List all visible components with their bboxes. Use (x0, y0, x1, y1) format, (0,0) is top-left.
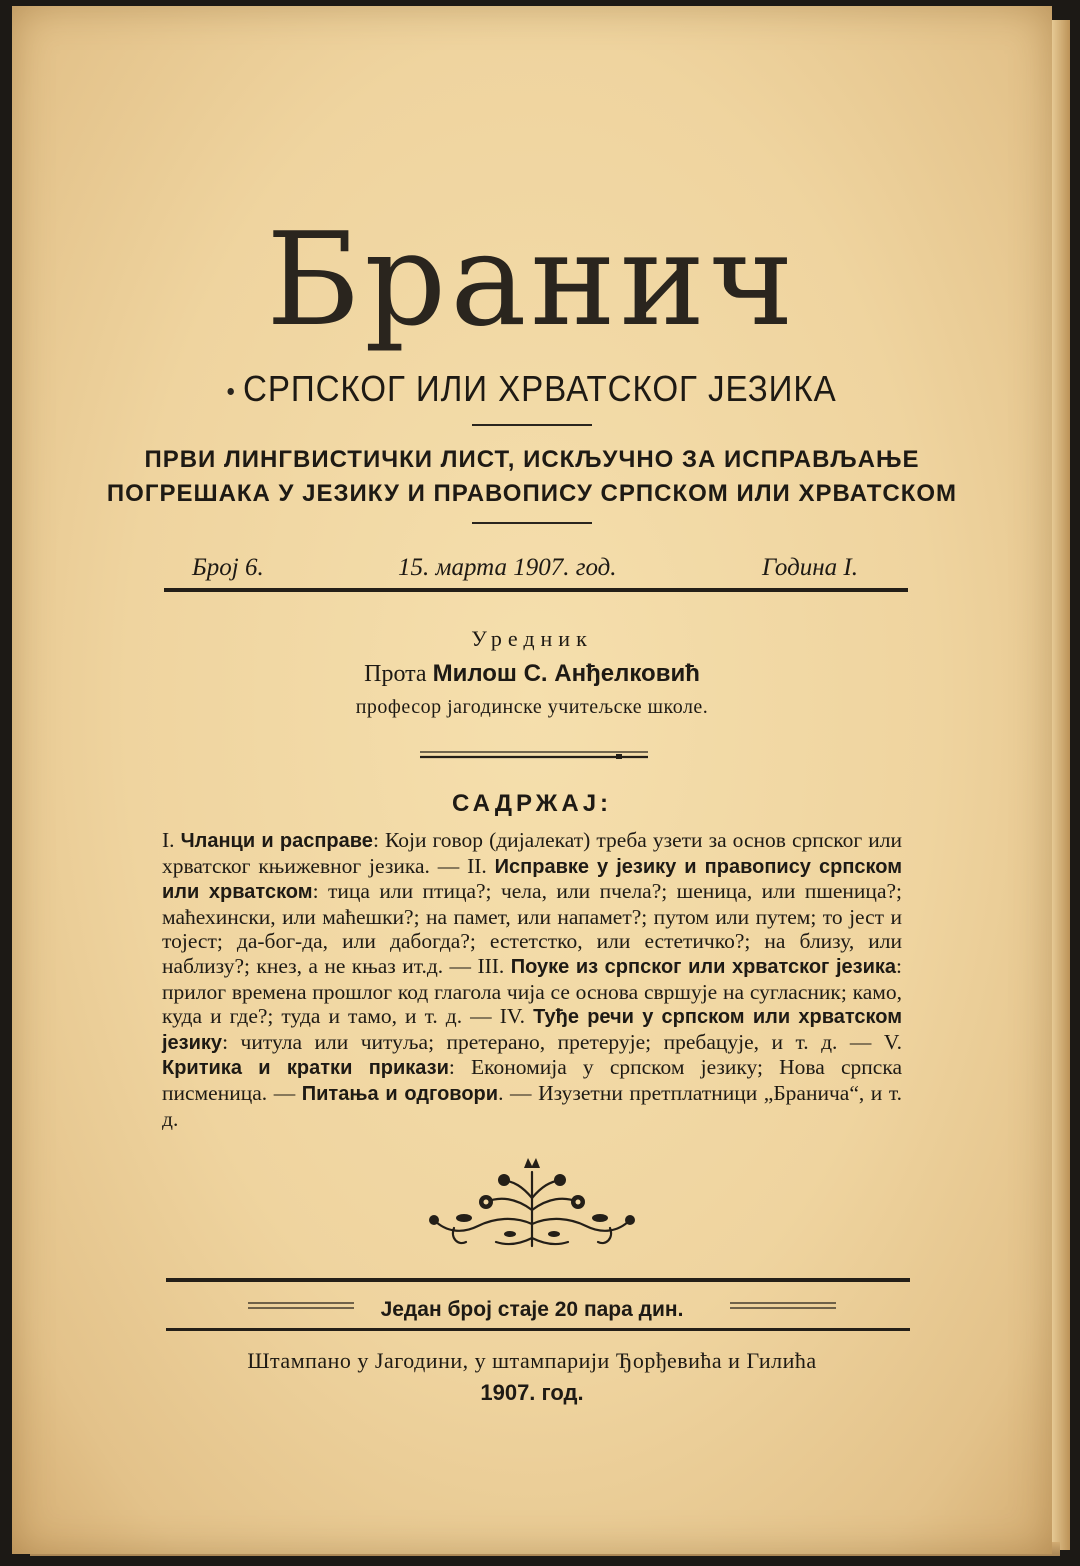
issue-info-row (192, 554, 882, 588)
editor-name-line (12, 660, 1052, 688)
bullet-dot (227, 388, 233, 395)
printer-line: Штампано у Јагодини, у штампарији Ђорђевића и Гилића (247, 1348, 817, 1373)
contents-paragraph (162, 828, 902, 1131)
subtitle-text: СРПСКОГ ИЛИ ХРВАТСКОГ ЈЕЗИКА (243, 368, 837, 409)
editor-label: Уредник (471, 626, 593, 651)
section-1-text: : Који говор (дијалекат) треба узети за основ српског или хрватског књижевног језика. — II. (162, 828, 902, 878)
journal-cover-page (12, 6, 1052, 1554)
issue-number: Број 6. (192, 554, 264, 581)
section-3-text: : прилог времена прошлог код глагола чија се основа свршује на сугласник; камо, куда и где?; туда и тамо, и т. д. — IV. (162, 953, 902, 1029)
section-1-heading: Чланци и расправе (180, 830, 373, 852)
issue-date: 15. марта 1907. год. (398, 554, 617, 581)
rule-below-price (166, 1328, 910, 1331)
decorative-double-rule (420, 748, 648, 762)
section-1-number: I. (162, 828, 175, 852)
divider-short-1 (472, 424, 592, 426)
publication-year: 1907. год. (480, 1380, 584, 1405)
section-3-heading: Поуке из српског или хрватског језика (510, 955, 897, 978)
editor-title: професор јагодинске учитељске школе. (355, 696, 709, 718)
rule-above-price (166, 1278, 910, 1282)
section-2-heading: Исправке у језику и правопису српском или хрватском (162, 855, 903, 904)
rule-under-issue (164, 588, 908, 592)
floral-ornament-icon (424, 1154, 640, 1250)
price-notice: Један број стаје 20 пара дин. (380, 1298, 684, 1321)
section-4-text: : читула или читуља; претерано, претерује; пребацује, и т. д. — V. (222, 1029, 902, 1054)
subtitle (54, 368, 1011, 410)
masthead-title: Бранич (266, 206, 798, 355)
section-2-text: : тица или птица?; чела, или пчела?; шеница, или пшеница?; маћехински, или маћешки?; на памет, или напамет?; путом или путем; то јест и тојест; да-бог-да, или дабогда?; естетстко, или естетичко?; на близу, или наблизу?; кнез, а не књаз ит.д. — III. (162, 879, 902, 978)
editor-prefix: Прота (364, 661, 427, 687)
section-5-text: : Економија у српском језику; Нова српска писменица. — (162, 1055, 902, 1105)
contents-heading: САДРЖАЈ: (451, 790, 613, 817)
description-line-1: ПРВИ ЛИНГВИСТИЧКИ ЛИСТ, ИСКЉУЧНО ЗА ИСПРАВЉАЊЕ (144, 446, 920, 473)
section-6-text: . — Изузетни претплатници „Бранича“, и т. д. (162, 1080, 903, 1131)
divider-short-2 (472, 522, 592, 524)
section-5-heading: Критика и кратки прикази (162, 1057, 449, 1080)
editor-name: Милош С. Анђелковић (432, 660, 700, 687)
issue-year: Година I. (762, 554, 858, 581)
section-4-heading: Туђе речи у српском или хрватском језику (162, 1006, 903, 1054)
section-6-heading: Питања и одговори (301, 1082, 499, 1105)
price-deco-right (730, 1300, 836, 1312)
description-line-2: ПОГРЕШАКА У ЈЕЗИКУ И ПРАВОПИСУ СРПСКОМ ИЛИ ХРВАТСКОМ (106, 480, 958, 507)
